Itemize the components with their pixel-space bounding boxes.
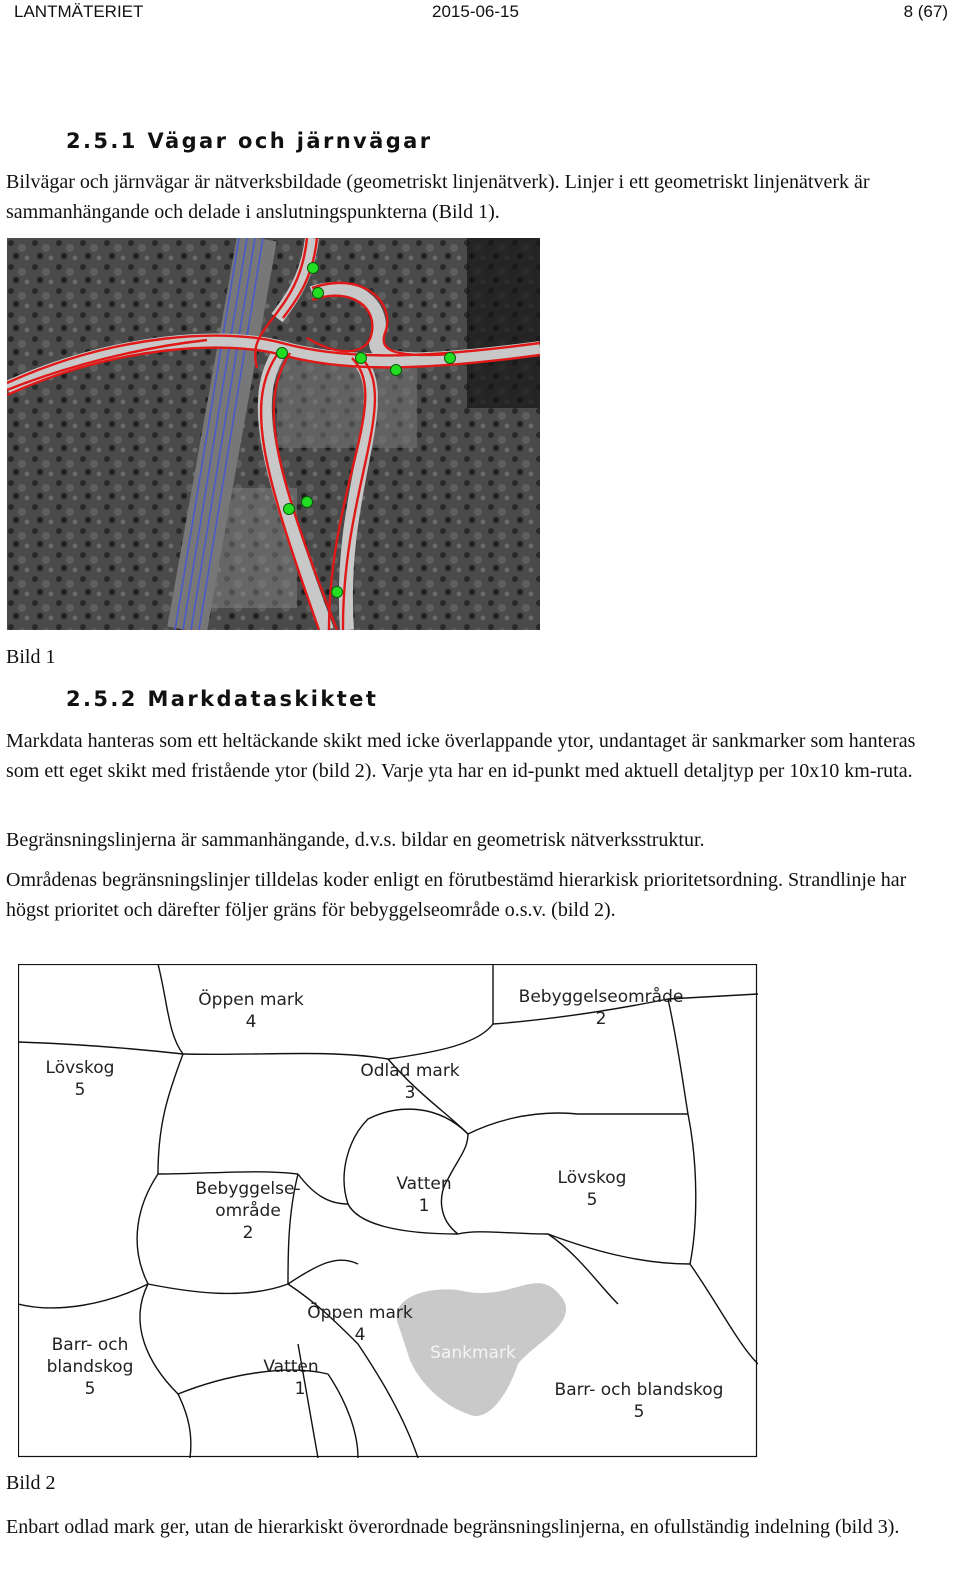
label-vatten-bottom-code: 1 [294,1379,306,1399]
paragraph-markdata-1: Markdata hanteras som ett heltäckande skikt med icke överlappande ytor, undantaget är sankmarker som hanteras som ett eget skikt med fristående ytor (bild 2). Varje yta har en id-punkt med aktuell detaljtyp per 10x10 km-ruta. [6,730,916,782]
paragraph-markdata-4: Enbart odlad mark ger, utan de hierarkiskt överordnade begränsningslinjerna, en ofullständig indelning (bild 3). [6,1516,900,1538]
label-oppen-mark-top-code: 4 [245,1012,257,1032]
label-vatten-mid: Vatten [396,1174,452,1194]
paragraph-vagar: Bilvägar och järnvägar är nätverksbildade (geometriskt linjenätverk). Linjer i ett geometriskt linjenätverk är sammanhängande och delade i anslutningspunkterna (Bild 1). [6,171,870,223]
label-lovskog-left-code: 5 [74,1080,86,1100]
label-oppen-mark-top: Öppen mark [198,990,304,1010]
label-barr-left-2: blandskog [46,1357,134,1377]
label-barr-right-code: 5 [633,1402,645,1422]
label-odlad-mark-code: 3 [404,1083,416,1103]
label-bebyggelse-mid-2: område [215,1201,281,1221]
label-bebyggelse-top: Bebyggelseområde [518,987,684,1007]
header-org: LANTMÄTERIET [14,2,144,21]
label-lovskog-left: Lövskog [45,1058,115,1078]
label-sankmark: Sankmark [430,1343,516,1363]
header-page: 8 (67) [903,2,948,21]
label-odlad-mark: Odlad mark [360,1061,460,1081]
label-barr-right: Barr- och blandskog [554,1380,724,1400]
land-cover-map [18,964,758,1458]
label-lovskog-right: Lövskog [557,1168,627,1188]
figure-caption-bild1: Bild 1 [6,646,56,668]
section-heading-markdata: 2.5.2 Markdataskiktet [66,687,379,711]
label-barr-left-code: 5 [84,1379,96,1399]
label-lovskog-right-code: 5 [586,1190,598,1210]
label-vatten-bottom: Vatten [263,1357,319,1377]
paragraph-markdata-3: Områdenas begränsningslinjer tilldelas koder enligt en förutbestämd hierarkisk prioritetsordning. Strandlinje har högst prioritet och därefter följer gräns för bebyggelseområde o.s.v. (bild 2). [6,869,907,921]
header-date: 2015-06-15 [432,2,519,21]
label-vatten-mid-code: 1 [418,1196,430,1216]
label-oppen-mark-bottom: Öppen mark [307,1303,413,1323]
section-heading-vagar: 2.5.1 Vägar och järnvägar [66,129,433,153]
road-network-aerial-image [7,238,540,630]
paragraph-markdata-2: Begränsningslinjerna är sammanhängande, d.v.s. bildar en geometrisk nätverksstruktur. [6,829,705,851]
label-barr-left: Barr- och [51,1335,129,1355]
label-oppen-mark-bottom-code: 4 [354,1325,366,1345]
label-bebyggelse-mid: Bebyggelse- [195,1179,301,1199]
label-bebyggelse-top-code: 2 [595,1009,607,1029]
label-bebyggelse-mid-code: 2 [242,1223,254,1243]
figure-caption-bild2: Bild 2 [6,1472,56,1494]
